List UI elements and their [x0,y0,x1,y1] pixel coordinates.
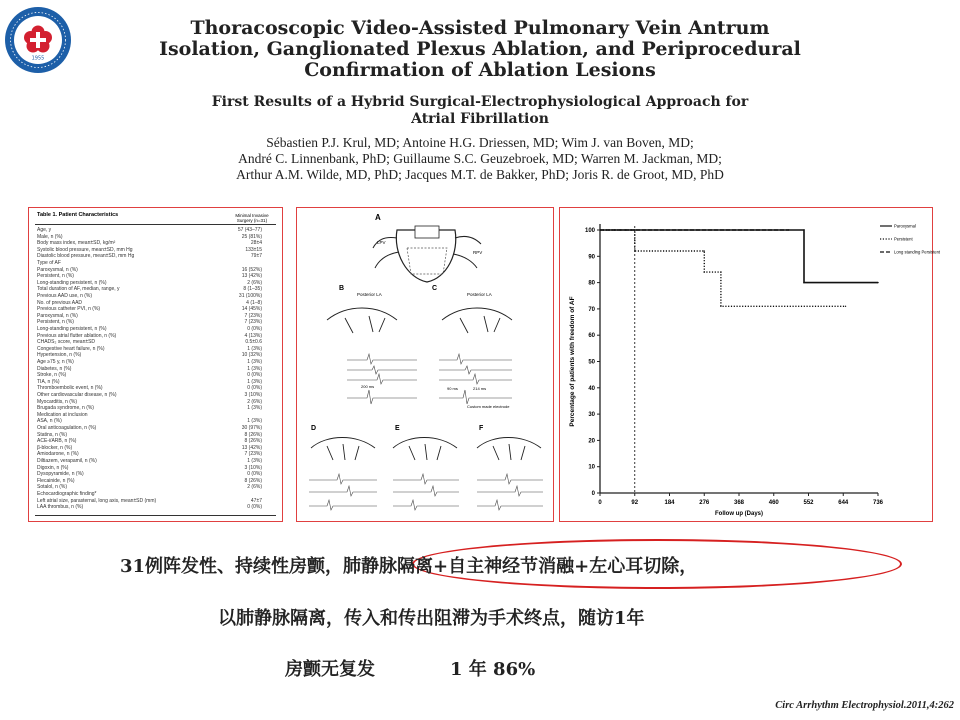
aorta [415,226,439,238]
table-cell-label: Other cardiovascular disease, n (%) [37,392,117,398]
table-cell-value: 0 (0%) [247,471,262,478]
table-cell-value: 4 (1–8) [246,299,262,306]
table-cell-value: 0 (0%) [247,372,262,379]
table-cell-label: Amiodarone, n (%) [37,451,79,458]
table-cell-label: Previous catheter PVI, n (%) [37,306,101,313]
y-axis-label: Percentage of patients with freedom of AF [569,296,576,427]
x-tick-label: 0 [598,500,602,506]
table-cell-label: Echocardiographic finding* [37,491,97,497]
x-axis-label: Follow up (Days) [715,511,763,517]
table-cell-value: 1 (3%) [247,359,262,365]
panel-label-d: D [311,425,317,432]
legend-label: Long standing Persistent [894,249,941,255]
table-cell-value: 2 (6%) [247,484,262,491]
diagram-row-bc [327,308,512,333]
legend-label: Paroxysmal [894,223,916,229]
table-cell-label: Dysopyramide, n (%) [37,471,84,478]
table-cell-value: 79±7 [250,253,262,260]
table-cell-label: Type of AF [37,260,61,266]
table-cell-value: 0 (0%) [247,385,262,392]
table-cell-value: 2 (6%) [247,279,262,286]
author-line: Sébastien P.J. Krul, MD; Antoine H.G. Driessen, MD; Wim J. van Boven, MD; [266,135,694,150]
table-cell-value: 7 (23%) [244,312,262,319]
table-cell-value: 13 (42%) [241,444,262,451]
table-cell-value: 1 (3%) [247,418,262,425]
series-point [634,229,635,230]
table-cell-value: 1 (3%) [247,345,262,352]
x-tick-label: 276 [699,500,710,506]
table-cell-label: Previous AAD use, n (%) [37,293,93,299]
series-point [704,271,705,272]
table-cell-value: 0 (0%) [247,504,262,511]
x-tick-label: 92 [631,500,639,506]
table-cell-value: 133±15 [245,246,262,253]
timing-label: 200 ms [361,384,375,389]
table-cell-label: Diastolic blood pressure, mean±SD, mm Hg [37,253,135,260]
series-point [788,229,789,230]
x-tick-label: 460 [768,500,779,506]
table-cell-label: Congestive heart failure, n (%) [37,345,105,352]
right-pv-lower [453,254,477,268]
table-cell-label: Thromboembolic event, n (%) [37,385,103,392]
diagram-row-def [311,438,541,461]
table-cell-label: Age ≥75 y, n (%) [37,359,74,365]
table-cell-label: TIA, n (%) [37,378,60,385]
panel-label-e: E [395,425,400,432]
paper-title-line: Isolation, Ganglionated Plexus Ablation, and Periprocedural [159,38,801,60]
table-cell-value: 0 (0%) [247,326,262,332]
table-cell-label: Hypertension, n (%) [37,352,82,359]
paper-title [0,18,960,81]
series-point [803,282,804,283]
table-cell-label: Diltiazem, verapamil, n (%) [37,458,97,464]
table-cell-value: 1 (3%) [247,365,262,372]
y-tick-label: 20 [588,438,595,445]
table-cell-value: 8 (26%) [244,438,262,445]
table-cell-label: β-blocker, n (%) [37,444,73,451]
posterior-la-label: Posterior LA [467,292,492,297]
table-row [37,504,274,512]
paper-subtitle [0,94,960,128]
table-cell-value: 16 (52%) [241,266,262,273]
table-cell-label: Sotalol, n (%) [37,484,68,491]
x-tick-label: 184 [664,500,675,506]
table-cell-value: 28±4 [250,240,262,247]
table-cell-label: Systolic blood pressure, mean±SD, mm Hg [37,246,133,253]
ecg-traces-row2 [309,474,543,510]
series-point [720,306,721,307]
table-cell-value: 4 (13%) [244,332,262,339]
panel-label-f: F [479,425,484,432]
table-cell-label: Age, y [37,227,52,233]
table-cell-value: 57 (43–77) [237,227,262,233]
table-cell-value: 7 (23%) [244,319,262,326]
y-tick-label: 70 [588,306,595,313]
table-cell-label: Stroke, n (%) [37,372,67,379]
y-tick-label: 40 [588,385,595,392]
table-cell-label: ACE-i/ARB, n (%) [37,438,77,445]
table-cell-value: 30 (97%) [241,425,262,431]
citation: Circ Arrhythm Electrophysiol.2011,4:262 [775,700,954,711]
left-pv-lower [375,252,399,268]
table-cell-label: Male, n (%) [37,233,63,240]
summary-line-2: 以肺静脉隔离，传入和传出阻滞为手术终点，随访1年 [218,608,645,629]
series-point [845,306,846,307]
table-cell-label: Previous atrial flutter ablation, n (%) [37,332,117,339]
x-tick-label: 736 [872,500,884,506]
ablation-diagram [297,208,553,521]
table-cell-value: 25 (81%) [241,233,262,240]
y-tick-label: 50 [588,359,595,366]
table-cell-value: 10 (32%) [241,352,262,359]
paper-subtitle-line: Atrial Fibrillation [411,111,549,127]
table-rule [35,515,276,516]
table-cell-label: Total duration of AF, median, range, y [37,286,120,293]
table-cell-value: 1 (3%) [247,378,262,385]
logo-year: 1955 [31,55,45,62]
y-tick-label: 90 [588,254,595,261]
table-cell-label: Paroxysmal, n (%) [37,312,78,319]
vein-label-rpv: RPV [473,250,483,255]
chart-series [600,229,879,307]
table-rule [35,224,276,225]
survival-chart [560,208,941,521]
table-cell-value: 3 (10%) [244,392,262,398]
timing-label: 90 ms [447,386,458,391]
y-tick-label: 100 [584,228,595,234]
table-cell-label: Diabetes, n (%) [37,365,72,372]
panel-label-c: C [432,285,438,292]
table-cell-value: 14 (45%) [241,306,262,313]
table-cell-value: 8 (26%) [244,431,262,438]
survival-chart-panel [559,207,941,522]
legend-label: Persistent [894,236,913,242]
y-tick-label: 30 [588,412,595,419]
table-cell-label: Body mass index, mean±SD, kg/m² [37,240,116,247]
table-cell-label: Persistent, n (%) [37,319,74,326]
table-cell-label: Persistent, n (%) [37,273,74,280]
series-point [704,250,705,251]
vein-label-lpv: LPV [377,240,386,245]
paper-title-line: Thoracoscopic Video-Assisted Pulmonary Vein Antrum [190,17,770,39]
table-cell-value: 1 (3%) [247,458,262,464]
timing-label: 214 ms [473,386,487,391]
panel-label-a: A [375,213,381,222]
x-tick-label: 644 [838,500,849,506]
table-cell-label: Long-standing persistent, n (%) [37,326,107,332]
ablation-diagram-panel [296,207,554,522]
x-tick-label: 552 [803,500,814,506]
summary-line-3-label: 房颤无复发 [285,659,375,680]
table-cell-value: 1 (3%) [247,405,262,412]
y-tick-label: 80 [588,280,595,287]
chart-axes [585,224,884,506]
table-cell-label: Paroxysmal, n (%) [37,266,78,273]
table-cell-label: Flecainide, n (%) [37,477,75,484]
table-cell-label: Digoxin, n (%) [37,464,69,471]
chart-legend [880,224,941,255]
table-cell-label: Statins, n (%) [37,431,68,438]
series-point [720,271,721,272]
ecg-traces-row1 [347,354,512,404]
paper-subtitle-line: First Results of a Hybrid Surgical-Electrophysiological Approach for [211,94,749,110]
table-cell-label: Myocarditis, n (%) [37,398,78,405]
table-cell-value: 13 (42%) [241,273,262,280]
series-line-2 [600,230,846,306]
table-cell-value: 8 (1–35) [243,286,262,293]
y-tick-label: 10 [588,464,595,471]
electrode-label: Custom made electrode [467,404,510,409]
table-cell-label: Oral anticoagulation, n (%) [37,425,97,431]
panel-label-b: B [339,285,345,292]
series-point [634,250,635,251]
patient-characteristics-table-panel [28,207,283,522]
series-point [803,229,804,230]
table-cell-value: 47±7 [250,497,262,504]
author-line: André C. Linnenbank, PhD; Guillaume S.C. Geuzebroek, MD; Warren M. Jackman, MD; [238,151,722,166]
series-point [877,282,878,283]
y-tick-label: 60 [588,333,595,340]
table-cell-label: Medication at inclusion [37,411,88,418]
table-cell-label: Long-standing persistent, n (%) [37,279,107,286]
table-cell-value: 7 (23%) [244,451,262,458]
table-cell-label: Left atrial size, parasternal, long axis, mean±SD (mm) [37,497,157,504]
summary-line-3-value: 1 年 86% [450,659,536,680]
table-title: Table 1. Patient Characteristics [37,212,119,218]
y-tick-label: 0 [591,491,595,497]
table-cell-label: ASA, n (%) [37,418,62,425]
table-cell-value: 8 (26%) [244,477,262,484]
right-pv-upper [455,236,481,244]
author-list [0,135,960,183]
x-tick-label: 368 [733,500,745,506]
summary-line-1: 31例阵发性、持续性房颤，肺静脉隔离+自主神经节消融+左心耳切除， [120,556,698,577]
series-line-1 [600,230,878,283]
table-cell-value: 3 (10%) [244,464,262,471]
posterior-la-label: Posterior LA [357,292,382,297]
table-column-header: Minimal Invasive Surgery (n=31) [235,213,269,223]
table-cell-label: LAA thrombus, n (%) [37,504,84,511]
table-cell-label: Brugada syndrome, n (%) [37,405,94,412]
table-cell-value: 0.5±0.6 [245,339,262,346]
author-line: Arthur A.M. Wilde, MD, PhD; Jacques M.T. de Bakker, PhD; Joris R. de Groot, MD, PhD [236,167,724,182]
paper-title-line: Confirmation of Ablation Lesions [304,59,656,81]
table-cell-value: 2 (6%) [247,398,262,405]
table-cell-label: CHADS₂ score, mean±SD [37,339,96,346]
table-cell-label: No. of previous AAD [37,299,83,306]
table-cell-value: 31 (100%) [238,293,262,299]
